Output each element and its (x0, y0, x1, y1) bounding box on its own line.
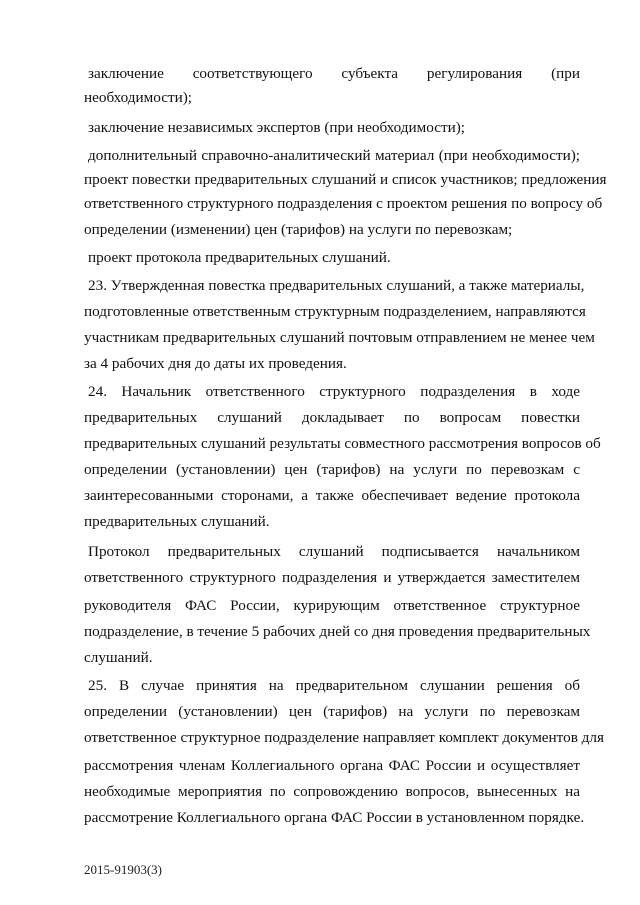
text-line: руководителя ФАС России, курирующим ответственное структурное (84, 597, 580, 614)
text-line: заключение независимых экспертов (при необходимости); (88, 119, 466, 136)
text-line: Протокол предварительных слушаний подписывается начальником (88, 543, 580, 560)
text-line: участникам предварительных слушаний почтовым отправлением не менее чем (84, 329, 595, 346)
text-line: 23. Утвержденная повестка предварительных слушаний, а также материалы, (88, 277, 585, 294)
text-line: ответственного структурного подразделения и утверждается заместителем (84, 569, 580, 586)
text-line: слушаний. (84, 649, 153, 666)
text-line: 24. Начальник ответственного структурного подразделения в ходе (88, 383, 580, 400)
text-line: рассмотрения членам Коллегиального органа ФАС России и осуществляет (84, 757, 580, 774)
text-line: ответственное структурное подразделение направляет комплект документов для (84, 729, 604, 746)
text-line: необходимости); (84, 89, 193, 106)
text-line: 25. В случае принятия на предварительном слушании решения об (88, 677, 580, 694)
text-line: дополнительный справочно-аналитический материал (при необходимости); (88, 147, 580, 164)
text-line: определении (установлении) цен (тарифов) на услуги по перевозкам (84, 703, 580, 720)
text-line: за 4 рабочих дня до даты их проведения. (84, 355, 347, 372)
text-line: предварительных слушаний результаты совместного рассмотрения вопросов об (84, 435, 601, 452)
text-line: подразделение, в течение 5 рабочих дней со дня проведения предварительных (84, 623, 591, 640)
text-line: необходимые мероприятия по сопровождению вопросов, вынесенных на (84, 783, 580, 800)
document-code: 2015-91903(3) (84, 862, 162, 877)
text-line: предварительных слушаний докладывает по вопросам повестки (84, 409, 580, 426)
text-line: заинтересованными сторонами, а также обеспечивает ведение протокола (84, 487, 580, 504)
text-line: определении (изменении) цен (тарифов) на услуги по перевозкам; (84, 221, 513, 238)
text-line: определении (установлении) цен (тарифов) на услуги по перевозкам с (84, 461, 580, 478)
text-line: проект повестки предварительных слушаний и список участников; предложения (84, 171, 607, 188)
text-line: проект протокола предварительных слушаний. (88, 249, 391, 266)
text-line: предварительных слушаний. (84, 513, 270, 530)
text-line: рассмотрение Коллегиального органа ФАС России в установленном порядке. (84, 809, 585, 826)
text-line: заключение соответствующего субъекта регулирования (при (88, 65, 580, 82)
text-line: ответственного структурного подразделения с проектом решения по вопросу об (84, 195, 603, 212)
text-line: подготовленные ответственным структурным подразделением, направляются (84, 303, 586, 320)
